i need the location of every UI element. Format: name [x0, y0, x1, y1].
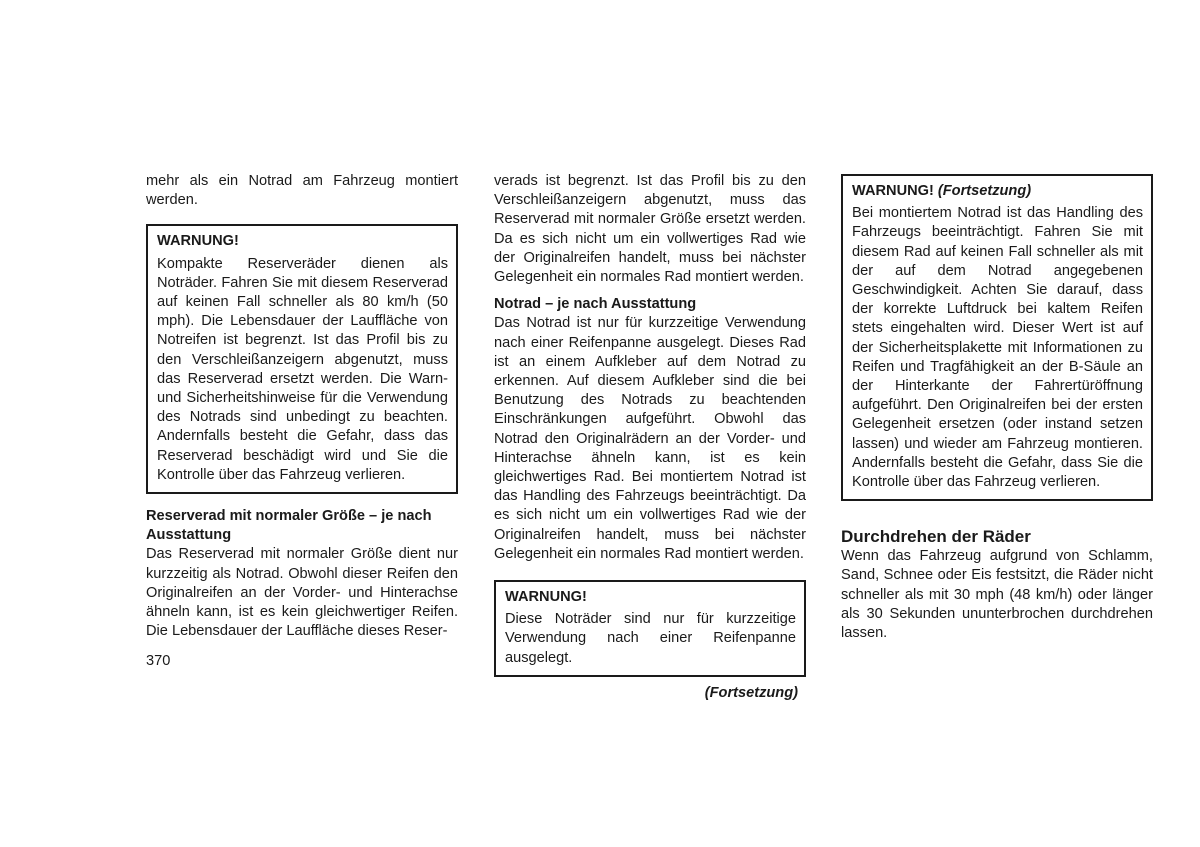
column-1 [146, 172, 458, 641]
warning-title: WARNUNG! [505, 589, 587, 606]
section-heading-full-size-spare: Reserverad mit normaler Größe – je nach Ausstattung [146, 508, 432, 544]
section-heading-notrad: Notrad – je nach Ausstattung [494, 296, 697, 313]
continued-label: (Fortsetzung) [704, 684, 798, 701]
column-2 [494, 172, 806, 703]
warning-title-continued: (Fortsetzung) [937, 183, 1032, 199]
wheel-spin-paragraph: Wenn das Fahrzeug aufgrund von Schlamm, Sand, Schnee oder Eis festsitzt, die Räder nicht schneller als mit 30 mph (48 km/h) oder länger als 30 Sekunden ununterbrochen durchdrehen lassen. [841, 548, 1153, 642]
notrad-paragraph: Das Notrad ist nur für kurzzeitige Verwendung nach einer Reifenpanne ausgelegt. Dieses Rad ist an einem Aufkleber auf dem Notrad zu erkennen. Auf diesem Aufkleber sind die bei Benutzung des Notrads zu beachtenden Einschränkungen aufgeführt. Obwohl das Notrad den Originalrädern an der Vorder- und Hinterachse ähneln kann, ist es kein gleichwertiges Rad. Bei montiertem Notrad ist das Handling des Fahrzeugs beeinträchtigt. Da es sich nicht um ein vollwertiges Rad wie der Originalreifen handelt, muss bei nächster Gelegenheit ein normales Rad montiert werden. [494, 315, 806, 562]
warning-title: WARNUNG! [157, 233, 239, 250]
page-number: 370 [146, 653, 171, 669]
column-3 [841, 174, 1153, 643]
full-size-spare-paragraph: Das Reserverad mit normaler Größe dient nur kurzzeitig als Notrad. Obwohl dieser Reifen den Originalreifen an der Vorder- und Hinterachse ähneln kann, ist es kein gleichwertiger Reifen. Die Lebensdauer der Lauffläche dieses Reser- [146, 546, 458, 640]
warning-box-notrad [494, 580, 806, 677]
section-heading-wheel-spin: Durchdrehen der Räder [841, 527, 1031, 547]
warning-box-compact-spare [146, 224, 458, 494]
warning-title [852, 182, 1143, 201]
warning-text: Bei montiertem Notrad ist das Handling des Fahrzeugs beeinträchtigt. Fahren Sie mit diesem Rad auf keinen Fall schneller als mit der auf dem Notrad angegebenen Geschwindigkeit. Achten Sie darauf, dass der korrekte Luftdruck bei kaltem Reifen stets eingehalten wird. Dieser Wert ist auf der Sicherheitsplakette mit Informationen zu Reifen und Tragfähigkeit an der B-Säule an der Hinterkante der Fahrertüröffnung aufgeführt. Den Originalreifen bei der ersten Gelegenheit ersetzen (oder instand setzen lassen) und wieder am Fahrzeug montieren. Andernfalls besteht die Gefahr, dass Sie die Kontrolle über das Fahrzeug verlieren. [852, 205, 1143, 491]
intro-paragraph: mehr als ein Notrad am Fahrzeug montiert werden. [146, 173, 458, 209]
warning-title-label: WARNUNG! [852, 183, 934, 199]
warning-text: Diese Noträder sind nur für kurzzeitige Verwendung nach einer Reifenpanne ausgelegt. [505, 611, 796, 666]
warning-box-continued [841, 174, 1153, 501]
continuation-paragraph: verads ist begrenzt. Ist das Profil bis zu den Verschleißanzeigern abgenutzt, muss das Reserverad mit normaler Größe ersetzt werden. Da es sich nicht um ein vollwertiges Rad wie der Originalreifen handelt, muss bei nächster Gelegenheit ein normales Rad montiert werden. [494, 173, 806, 286]
warning-text: Kompakte Reserveräder dienen als Noträder. Fahren Sie mit diesem Reserverad auf keinen Fall schneller als 80 km/h (50 mph). Die Lebensdauer der Lauffläche von Notreifen ist begrenzt. Ist das Profil bis zu den Verschleißanzeigern abgenutzt, muss das Reserverad ersetzt werden. Die Warn- und Sicherheitshinweise für die Verwendung des Notrads sind unbedingt zu beachten. Andernfalls besteht die Gefahr, dass das Reserverad beschädigt wird und Sie die Kontrolle über das Fahrzeug verlieren. [157, 255, 448, 483]
